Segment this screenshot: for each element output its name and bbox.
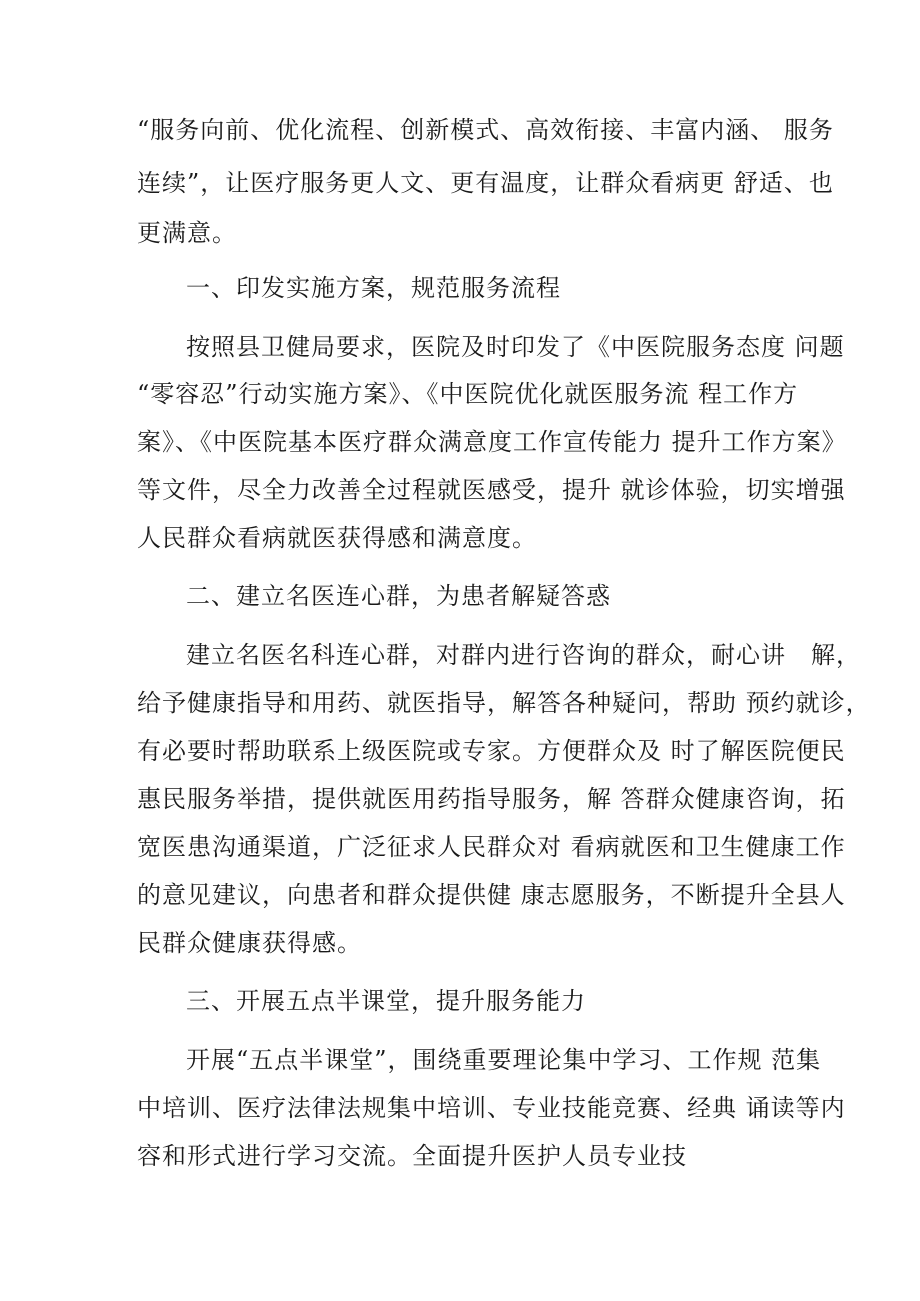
section-heading: 一、印发实施方案，规范服务流程 (186, 274, 561, 302)
paragraph-line: 宽医患沟通渠道，广泛征求人民群众对 看病就医和卫生健康工作 (137, 833, 846, 861)
paragraph-line: “零容忍”行动实施方案》、《中医院优化就医服务流 程工作方 (137, 380, 799, 408)
paragraph-line: 的意见建议，向患者和群众提供健 康志愿服务，不断提升全县人 (137, 881, 846, 909)
section-heading: 二、建立名医连心群，为患者解疑答惑 (186, 582, 611, 610)
section-heading: 三、开展五点半课堂，提升服务能力 (186, 987, 586, 1015)
paragraph-line: 按照县卫健局要求，医院及时印发了《中医院服务态度 问题 (186, 333, 845, 361)
paragraph-line: 容和形式进行学习交流。全面提升医护人员专业技 (137, 1142, 687, 1170)
paragraph-line: 连续”，让医疗服务更人文、更有温度，让群众看病更 舒适、也 (137, 169, 834, 197)
paragraph-line: 开展“五点半课堂”，围绕重要理论集中学习、工作规 范集 (186, 1046, 822, 1074)
paragraph-line: 案》、《中医院基本医疗群众满意度工作宣传能力 提升工作方案》 (137, 428, 847, 456)
paragraph-line: 惠民服务举措，提供就医用药指导服务，解 答群众健康咨询，拓 (137, 785, 846, 813)
paragraph-line: 给予健康指导和用药、就医指导，解答各种疑问，帮助 预约就诊， (137, 689, 871, 717)
paragraph-line: 中培训、医疗法律法规集中培训、专业技能竞赛、经典 诵读等内 (137, 1094, 846, 1122)
paragraph-line: 人民群众看病就医获得感和满意度。 (137, 524, 537, 552)
paragraph-line: 民群众健康获得感。 (137, 929, 362, 957)
paragraph-line: 建立名医名科连心群，对群内进行咨询的群众，耐心讲 解， (186, 641, 861, 669)
paragraph-line: 等文件，尽全力改善全过程就医感受，提升 就诊体验，切实增强 (137, 476, 846, 504)
paragraph-line: 更满意。 (137, 219, 237, 247)
paragraph-line: 有必要时帮助联系上级医院或专家。方便群众及 时了解医院便民 (137, 737, 846, 765)
paragraph-line: “服务向前、优化流程、创新模式、高效衔接、丰富内涵、 服务 (137, 116, 834, 144)
